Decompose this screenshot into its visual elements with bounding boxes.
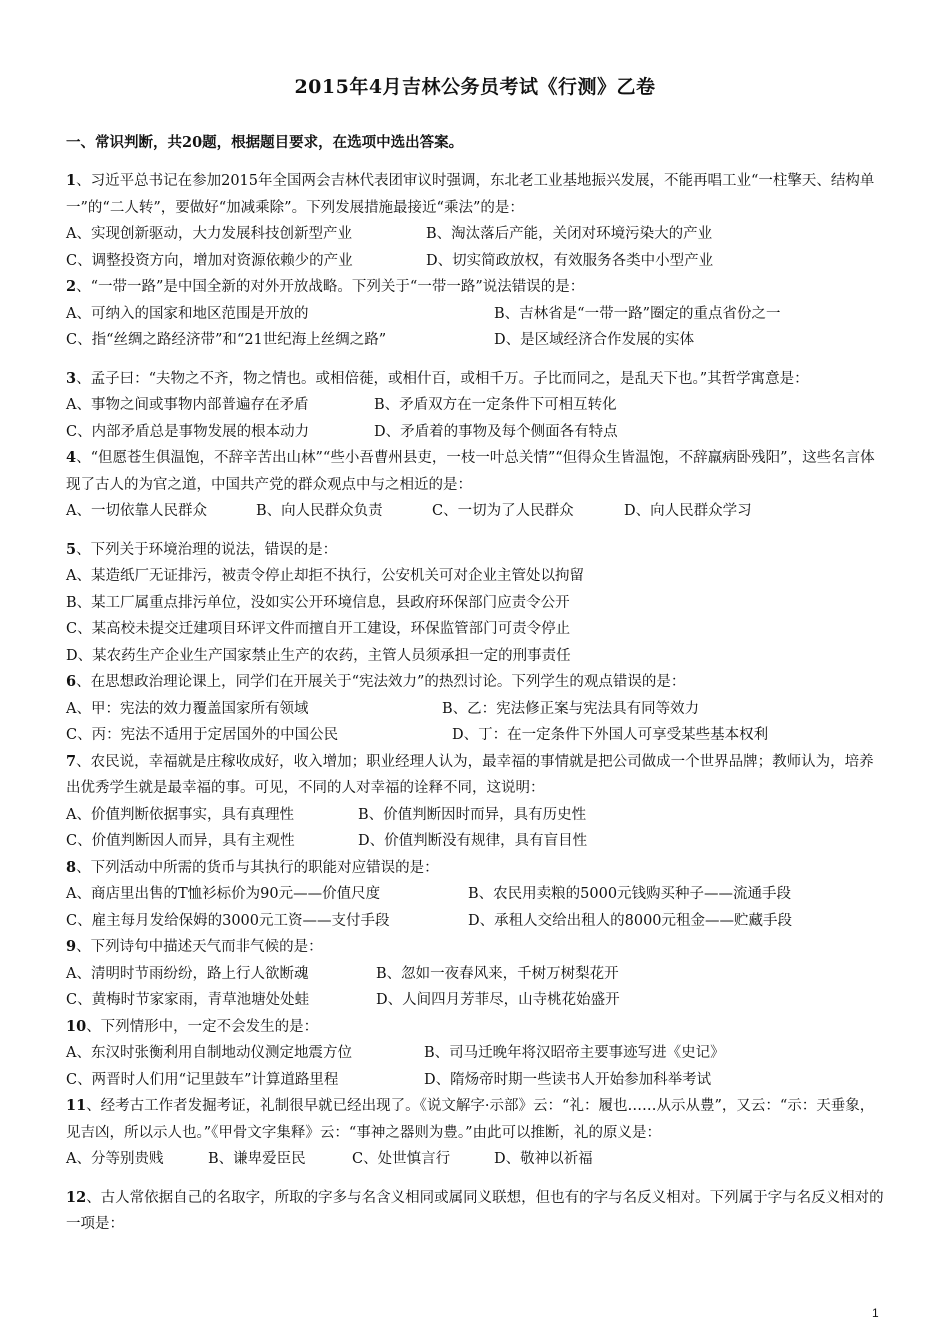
question-2	[66, 274, 886, 354]
option-a: A、事物之间或事物内部普遍存在矛盾	[66, 397, 309, 413]
option-d: D、价值判断没有规律，具有盲目性	[358, 833, 588, 849]
option-b: B、矛盾双方在一定条件下可相互转化	[374, 397, 617, 413]
question-number: 8	[66, 858, 77, 876]
option-a: A、价值判断依据事实，具有真理性	[66, 806, 294, 823]
option-a: A、一切依靠人民群众	[66, 503, 207, 519]
question-stem: 、下列诗句中描述天气而非气候的是：	[76, 939, 323, 955]
option-b: B、吉林省是“一带一路”圈定的重点省份之一	[494, 305, 781, 322]
option-d: D、矛盾着的事物及每个侧面各有特点	[374, 423, 618, 440]
question-stem: 、古人常依据自己的名取字，所取的字多与名含义相同或属同义联想，但也有的字与名反义相对。下列属于字与名反义相对的一项是：	[66, 1189, 884, 1232]
option-c: C、处世慎言行	[352, 1151, 451, 1167]
question-5	[66, 537, 886, 670]
option-c: C、雇主每月发给保姆的3000元工资——支付手段	[66, 912, 390, 929]
question-8	[66, 855, 886, 935]
option-d: D、是区域经济合作发展的实体	[494, 332, 695, 348]
question-number: 9	[66, 938, 77, 955]
question-number: 10	[66, 1017, 87, 1035]
option-b: B、价值判断因时而异，具有历史性	[358, 806, 587, 823]
option-b: B、忽如一夜春风来，千树万树梨花开	[376, 965, 619, 982]
option-c: C、黄梅时节家家雨，青草池塘处处蛙	[66, 992, 310, 1008]
option-a: A、清明时节雨纷纷，路上行人欲断魂	[66, 965, 309, 982]
option-c: C、内部矛盾总是事物发展的根本动力	[66, 423, 310, 440]
question-number: 6	[66, 673, 77, 690]
option-a: A、甲：宪法的效力覆盖国家所有领域	[66, 700, 309, 717]
question-stem: 、“但愿苍生俱温饱，不辞辛苦出山林”“些小吾曹州县吏，一枝一叶总关情”“但得众生皆温饱，不辞羸病卧残阳”，这些名言体现了古人的为官之道，中国共产党的群众观点中与之相近的是：	[66, 450, 875, 493]
question-11	[66, 1093, 886, 1173]
question-stem: 、农民说，幸福就是庄稼收成好，收入增加；职业经理人认为，最幸福的事情就是把公司做成一个世界品牌；教师认为，培养出优秀学生就是最幸福的事。可见，不同的人对幸福的诠释不同，这说明：	[66, 753, 874, 796]
option-b: B、向人民群众负责	[256, 503, 383, 519]
question-7	[66, 749, 886, 855]
option-b: B、农民用卖粮的5000元钱购买种子——流通手段	[468, 886, 792, 902]
document-title: 2015年4月吉林公务员考试《行测》乙卷	[294, 76, 656, 98]
option-c: C、一切为了人民群众	[432, 503, 574, 519]
option-c: C、两晋时人们用“记里鼓车”计算道路里程	[66, 1071, 339, 1088]
option-d: D、向人民群众学习	[624, 503, 752, 519]
question-number: 4	[66, 449, 77, 466]
question-number: 1	[66, 172, 77, 189]
section-heading: 一、常识判断，共20题，根据题目要求，在选项中选出答案。	[66, 134, 464, 151]
page-number: 1	[872, 1306, 879, 1320]
option-b: B、司马迁晚年将汉昭帝主要事迹写进《史记》	[424, 1045, 725, 1061]
option-d: D、某农药生产企业生产国家禁止生产的农药，主管人员须承担一定的刑事责任	[66, 647, 571, 664]
option-b: B、谦卑爱臣民	[208, 1151, 306, 1167]
option-d: D、隋炀帝时期一些读书人开始参加科举考试	[424, 1071, 712, 1088]
option-a: A、某造纸厂无证排污，被责令停止却拒不执行，公安机关可对企业主管处以拘留	[66, 568, 584, 584]
question-number: 7	[66, 752, 77, 770]
option-d: D、人间四月芳菲尽，山寺桃花始盛开	[376, 992, 620, 1008]
question-9	[66, 934, 886, 1014]
question-3	[66, 366, 886, 446]
option-d: D、切实简政放权，有效服务各类中小型产业	[426, 252, 714, 269]
option-a: A、可纳入的国家和地区范围是开放的	[66, 305, 309, 322]
option-d: D、承租人交给出租人的8000元租金——贮藏手段	[468, 912, 793, 929]
option-b: B、某工厂属重点排污单位，没如实公开环境信息，县政府环保部门应责令公开	[66, 594, 570, 611]
question-stem: 、下列关于环境治理的说法，错误的是：	[76, 541, 338, 558]
question-stem: 、下列情形中，一定不会发生的是：	[86, 1018, 319, 1035]
question-number: 11	[66, 1097, 87, 1114]
question-number: 5	[66, 540, 77, 558]
question-1	[66, 168, 886, 274]
option-a: A、东汉时张衡利用自制地动仪测定地震方位	[66, 1045, 352, 1061]
option-c: C、调整投资方向，增加对资源依赖少的产业	[66, 252, 353, 269]
option-d: D、敬神以祈福	[494, 1151, 593, 1167]
question-list	[66, 168, 886, 1238]
question-number: 2	[66, 278, 77, 295]
question-12	[66, 1185, 886, 1238]
option-c: C、价值判断因人而异，具有主观性	[66, 833, 295, 849]
option-c: C、某高校未提交迁建项目环评文件而擅自开工建设，环保监管部门可责令停止	[66, 621, 571, 637]
question-stem: 、孟子曰：“夫物之不齐，物之情也。或相倍蓰，或相什百，或相千万。子比而同之，是乱天下也。”其哲学寓意是：	[76, 370, 809, 387]
question-stem: 、经考古工作者发掘考证，礼制很早就已经出现了。《说文解字·示部》云：“礼：履也……从示从豊”，又云：“示：天垂象，见吉凶，所以示人也。”《甲骨文字集释》云：“事神之器则为豊。”由此可以推断，礼的原义是：	[66, 1098, 875, 1141]
question-number: 12	[66, 1188, 87, 1206]
question-10	[66, 1014, 886, 1094]
question-stem: 、下列活动中所需的货币与其执行的职能对应错误的是：	[76, 859, 439, 876]
question-stem: 、“一带一路”是中国全新的对外开放战略。下列关于“一带一路”说法错误的是：	[76, 279, 585, 295]
question-stem: 、在思想政治理论课上，同学们在开展关于“宪法效力”的热烈讨论。下列学生的观点错误的是：	[76, 674, 686, 690]
question-4	[66, 445, 886, 525]
option-c: C、指“丝绸之路经济带”和“21世纪海上丝绸之路”	[66, 332, 387, 348]
question-stem: 、习近平总书记在参加2015年全国两会吉林代表团审议时强调，东北老工业基地振兴发展，不能再唱工业“一柱擎天、结构单一”的“二人转”，要做好“加减乘除”。下列发展措施最接近“乘法”的是：	[66, 173, 875, 216]
option-c: C、丙：宪法不适用于定居国外的中国公民	[66, 727, 339, 743]
option-a: A、实现创新驱动，大力发展科技创新型产业	[66, 226, 352, 242]
option-b: B、乙：宪法修正案与宪法具有同等效力	[442, 700, 700, 717]
option-a: A、分等别贵贱	[66, 1151, 164, 1167]
option-d: D、丁：在一定条件下外国人可享受某些基本权利	[452, 727, 769, 743]
option-b: B、淘汰落后产能，关闭对环境污染大的产业	[426, 226, 713, 242]
question-number: 3	[66, 369, 77, 387]
question-6	[66, 669, 886, 749]
option-a: A、商店里出售的T恤衫标价为90元——价值尺度	[66, 886, 381, 902]
